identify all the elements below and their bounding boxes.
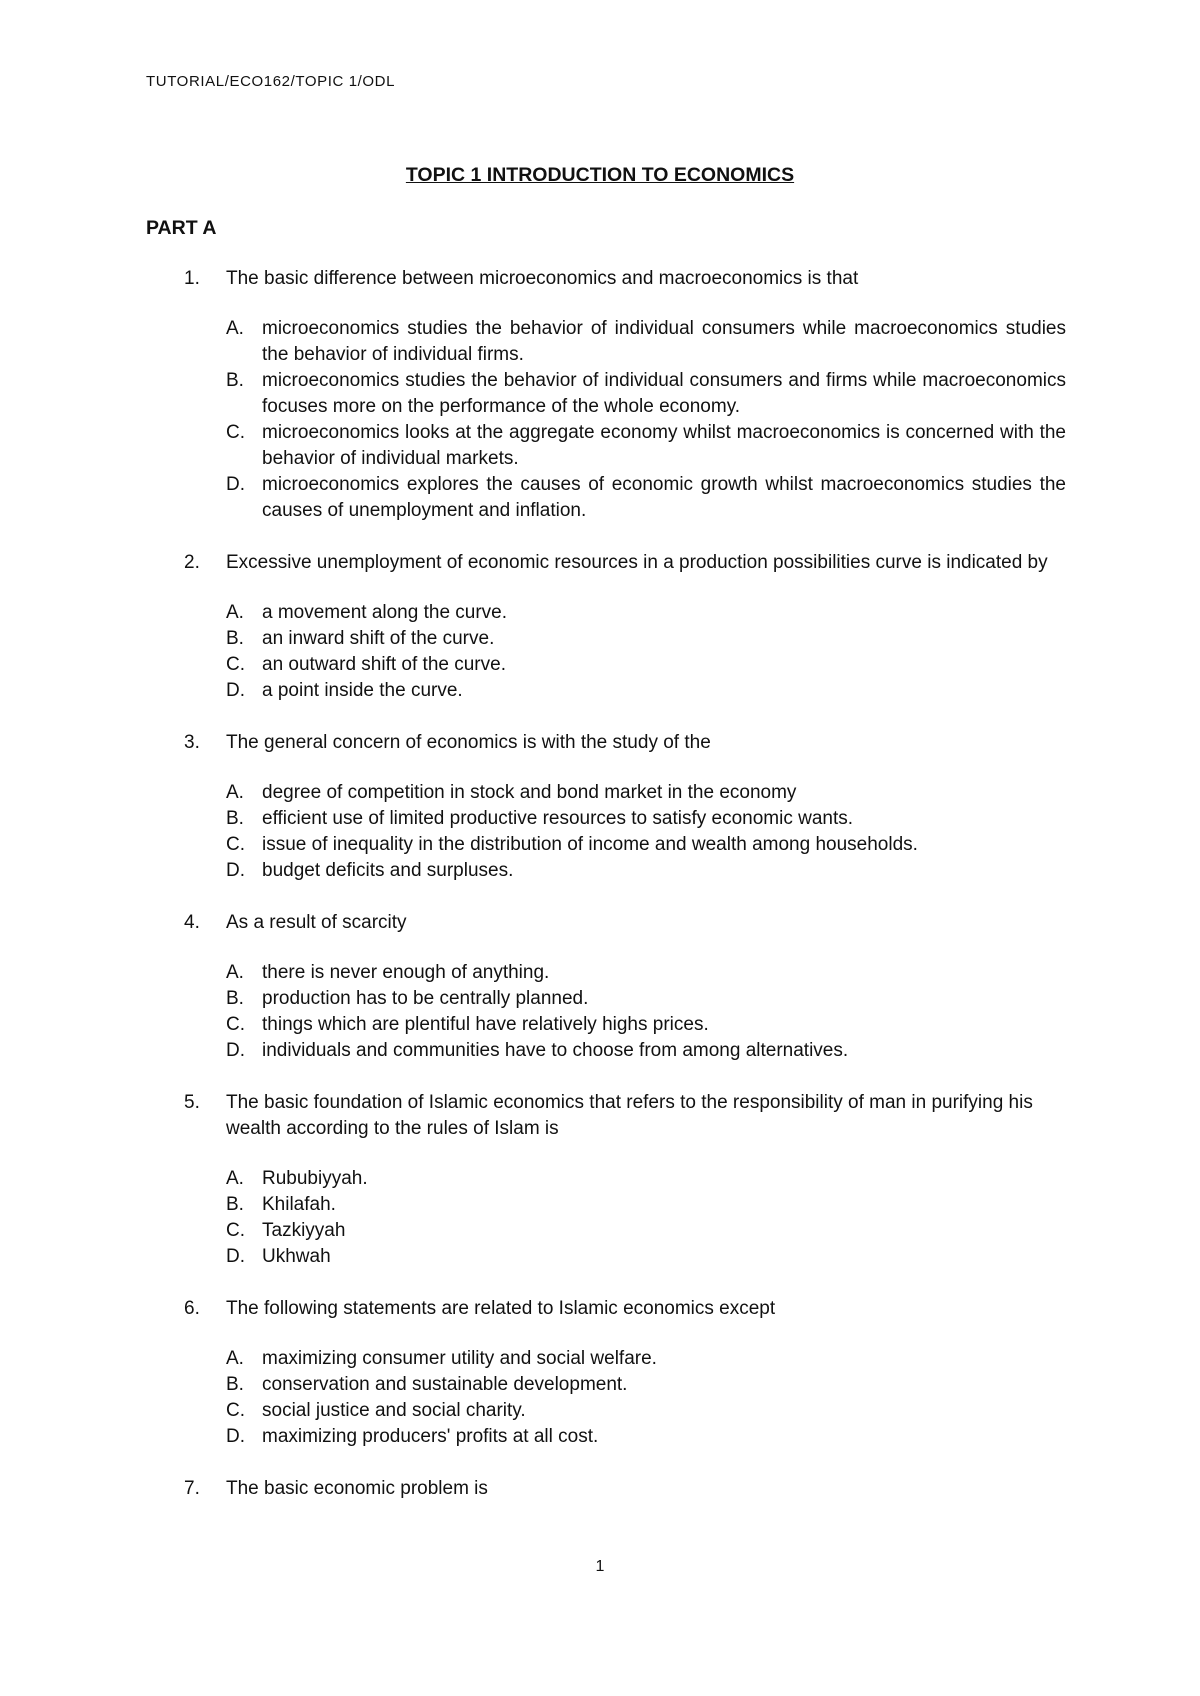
option-text: Tazkiyyah (262, 1220, 346, 1241)
question-row (146, 730, 1066, 756)
answer-option (226, 420, 1066, 472)
option-letter: C. (226, 1220, 245, 1241)
question-row (146, 266, 1066, 292)
option-letter: C. (226, 1014, 245, 1035)
answer-option (226, 1038, 1066, 1064)
question-text: The following statements are related to Islamic economics except (226, 1298, 776, 1319)
option-text: conservation and sustainable development. (262, 1374, 628, 1395)
question-text: As a result of scarcity (226, 912, 407, 933)
answer-option (226, 316, 1066, 368)
option-letter: D. (226, 860, 245, 881)
page-number: 1 (595, 1558, 605, 1575)
option-text: a point inside the curve. (262, 680, 463, 701)
answer-option (226, 806, 1066, 832)
answer-option (226, 1012, 1066, 1038)
option-letter: D. (226, 474, 245, 495)
question-item (146, 1296, 1066, 1450)
answer-option (226, 1372, 1066, 1398)
answer-option (226, 1192, 1066, 1218)
question-item (146, 1476, 1066, 1502)
part-heading: PART A (146, 217, 217, 239)
option-letter: C. (226, 1400, 245, 1421)
option-text: efficient use of limited productive resources to satisfy economic wants. (262, 808, 854, 829)
answer-option (226, 1218, 1066, 1244)
question-number: 5. (184, 1092, 200, 1113)
option-text: microeconomics explores the causes of economic growth whilst macroeconomics studies the causes of unemployment and inflation. (262, 474, 1066, 521)
answer-option (226, 1166, 1066, 1192)
question-row (146, 910, 1066, 936)
question-item (146, 910, 1066, 1064)
option-letter: D. (226, 1246, 245, 1267)
option-letter: B. (226, 370, 244, 391)
question-row (146, 550, 1066, 576)
answer-option (226, 832, 1066, 858)
answer-option (226, 600, 1066, 626)
answer-option (226, 960, 1066, 986)
option-letter: A. (226, 1348, 244, 1369)
question-item (146, 730, 1066, 884)
option-text: degree of competition in stock and bond market in the economy (262, 782, 797, 803)
option-text: individuals and communities have to choose from among alternatives. (262, 1040, 849, 1061)
page-title: TOPIC 1 INTRODUCTION TO ECONOMICS (405, 164, 795, 186)
answer-option (226, 1424, 1066, 1450)
question-text: The basic difference between microeconomics and macroeconomics is that (226, 268, 859, 289)
question-item (146, 550, 1066, 704)
option-letter: A. (226, 602, 244, 623)
option-text: issue of inequality in the distribution of income and wealth among households. (262, 834, 918, 855)
option-text: Ukhwah (262, 1246, 331, 1267)
option-letter: A. (226, 1168, 244, 1189)
option-text: production has to be centrally planned. (262, 988, 589, 1009)
answer-option (226, 986, 1066, 1012)
option-list (146, 600, 1066, 704)
option-letter: D. (226, 680, 245, 701)
question-text: The general concern of economics is with the study of the (226, 732, 711, 753)
question-row (146, 1090, 1066, 1142)
option-text: microeconomics studies the behavior of individual consumers and firms while macroeconomics focuses more on the performance of the whole economy. (262, 370, 1066, 417)
option-letter: D. (226, 1040, 245, 1061)
answer-option (226, 472, 1066, 524)
answer-option (226, 858, 1066, 884)
question-row (146, 1296, 1066, 1322)
option-text: an outward shift of the curve. (262, 654, 506, 675)
option-letter: D. (226, 1426, 245, 1447)
option-text: maximizing consumer utility and social welfare. (262, 1348, 657, 1369)
answer-option (226, 678, 1066, 704)
answer-option (226, 780, 1066, 806)
option-list (146, 1346, 1066, 1450)
option-text: Khilafah. (262, 1194, 336, 1215)
question-number: 1. (184, 268, 200, 289)
option-list (146, 780, 1066, 884)
question-number: 2. (184, 552, 200, 573)
option-list (146, 1166, 1066, 1270)
option-text: budget deficits and surpluses. (262, 860, 514, 881)
option-letter: C. (226, 834, 245, 855)
answer-option (226, 652, 1066, 678)
question-row (146, 1476, 1066, 1502)
question-text: The basic economic problem is (226, 1478, 488, 1499)
option-letter: A. (226, 782, 244, 803)
question-list (146, 266, 1066, 1528)
option-letter: C. (226, 654, 245, 675)
answer-option (226, 1398, 1066, 1424)
option-text: an inward shift of the curve. (262, 628, 495, 649)
question-item (146, 1090, 1066, 1270)
question-item (146, 266, 1066, 524)
option-text: social justice and social charity. (262, 1400, 526, 1421)
answer-option (226, 626, 1066, 652)
option-text: microeconomics studies the behavior of individual consumers while macroeconomics studies the behavior of individual firms. (262, 318, 1066, 365)
option-text: a movement along the curve. (262, 602, 508, 623)
option-letter: C. (226, 422, 245, 443)
option-letter: B. (226, 1374, 244, 1395)
option-text: there is never enough of anything. (262, 962, 550, 983)
option-text: Rububiyyah. (262, 1168, 368, 1189)
option-list (146, 316, 1066, 524)
question-number: 7. (184, 1478, 200, 1499)
question-text: Excessive unemployment of economic resources in a production possibilities curve is indicated by (226, 552, 1048, 573)
option-letter: B. (226, 808, 244, 829)
question-text: The basic foundation of Islamic economics that refers to the responsibility of man in purifying his wealth according to the rules of Islam is (226, 1092, 1033, 1139)
option-text: maximizing producers' profits at all cost. (262, 1426, 599, 1447)
option-letter: A. (226, 962, 244, 983)
option-list (146, 960, 1066, 1064)
option-text: microeconomics looks at the aggregate economy whilst macroeconomics is concerned with the behavior of individual markets. (262, 422, 1066, 469)
option-text: things which are plentiful have relatively highs prices. (262, 1014, 709, 1035)
page-header: TUTORIAL/ECO162/TOPIC 1/ODL (146, 73, 396, 90)
answer-option (226, 1244, 1066, 1270)
question-number: 3. (184, 732, 200, 753)
option-letter: A. (226, 318, 244, 339)
answer-option (226, 368, 1066, 420)
question-number: 6. (184, 1298, 200, 1319)
question-number: 4. (184, 912, 200, 933)
option-letter: B. (226, 628, 244, 649)
option-letter: B. (226, 988, 244, 1009)
answer-option (226, 1346, 1066, 1372)
option-letter: B. (226, 1194, 244, 1215)
